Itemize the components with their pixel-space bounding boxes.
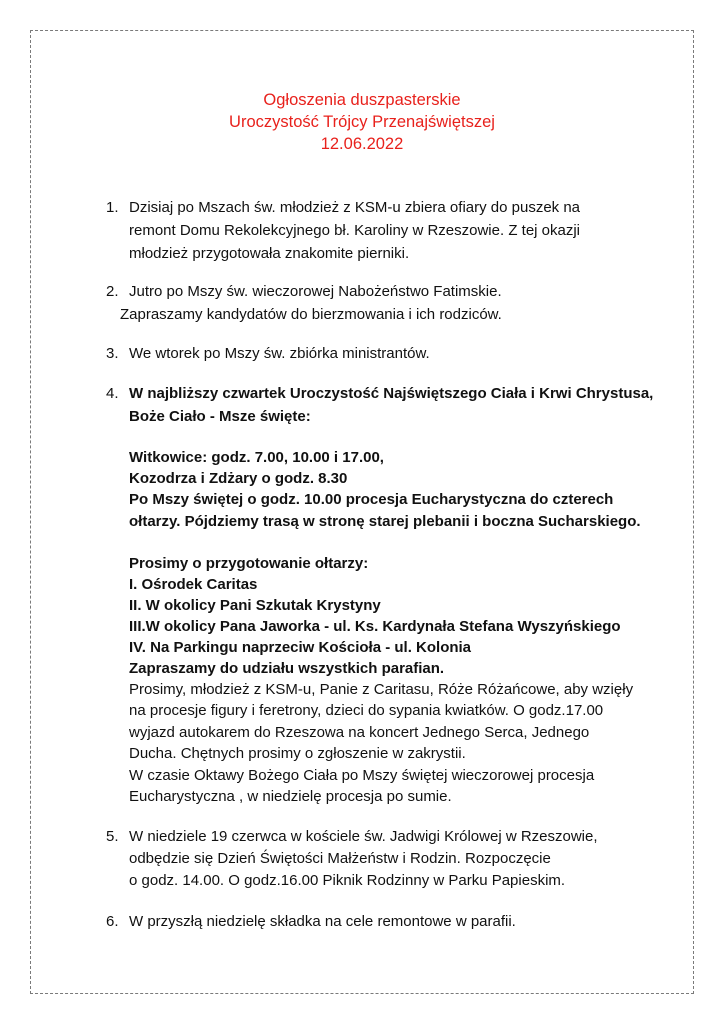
item-number: 3. (106, 345, 119, 362)
item-text: Prosimy, młodzież z KSM-u, Panie z Caritasu, Róże Różańcowe, aby wzięły (129, 681, 634, 698)
item-number: 4. (106, 385, 119, 402)
item-text-bold: Zapraszamy do udziału wszystkich parafian. (129, 660, 445, 677)
item-text-bold: Kozodrza i Zdżary o godz. 8.30 (129, 470, 348, 487)
item-text: remont Domu Rekolekcyjnego bł. Karoliny w Rzeszowie. Z tej okazji (129, 222, 581, 239)
item-text-bold: Witkowice: godz. 7.00, 10.00 i 17.00, (129, 449, 384, 466)
item-text: wyjazd autokarem do Rzeszowa na koncert Jednego Serca, Jednego (129, 724, 590, 741)
item-text: odbędzie się Dzień Świętości Małżeństw i Rodzin. Rozpoczęcie (129, 850, 551, 867)
item-text: W przyszłą niedzielę składka na cele remontowe w parafii. (129, 913, 516, 930)
item-text-bold: III.W okolicy Pana Jaworka - ul. Ks. Kardynała Stefana Wyszyńskiego (129, 618, 621, 635)
item-text-bold: IV. Na Parkingu naprzeciw Kościoła - ul. Kolonia (129, 639, 472, 656)
item-text-bold: Prosimy o przygotowanie ołtarzy: (129, 555, 369, 572)
item-text: Dzisiaj po Mszach św. młodzież z KSM-u zbiera ofiary do puszek na (129, 199, 581, 216)
item-text: We wtorek po Mszy św. zbiórka ministrantów. (129, 345, 430, 362)
item-text-bold: II. W okolicy Pani Szkutak Krystyny (129, 597, 381, 614)
item-text: Jutro po Mszy św. wieczorowej Nabożeństwo Fatimskie. (129, 283, 502, 300)
title-block (0, 89, 724, 155)
item-number: 2. (106, 283, 119, 300)
item-text: Ducha. Chętnych prosimy o zgłoszenie w zakrystii. (129, 745, 466, 762)
item-text: Eucharystyczna , w niedzielę procesja po sumie. (129, 788, 452, 805)
item-text-bold: I. Ośrodek Caritas (129, 576, 258, 593)
item-text-bold: Po Mszy świętej o godz. 10.00 procesja Eucharystyczna do czterech (129, 491, 614, 508)
item-number: 6. (106, 913, 119, 930)
title-line-2: Uroczystość Trójcy Przenajświętszej (229, 113, 495, 131)
item-text: o godz. 14.00. O godz.16.00 Piknik Rodzinny w Parku Papieskim. (129, 872, 566, 889)
item-text: W niedziele 19 czerwca w kościele św. Jadwigi Królowej w Rzeszowie, (129, 828, 598, 845)
title-line-1: Ogłoszenia duszpasterskie (263, 91, 461, 109)
item-text-bold: Boże Ciało - Msze święte: (129, 408, 311, 425)
item-text: W czasie Oktawy Bożego Ciała po Mszy świętej wieczorowej procesja (129, 767, 595, 784)
item-text-bold: W najbliższy czwartek Uroczystość Najświętszego Ciała i Krwi Chrystusa, (129, 385, 654, 402)
item-text: młodzież przygotowała znakomite pierniki. (129, 245, 410, 262)
title-date: 12.06.2022 (320, 135, 404, 153)
item-number: 1. (106, 199, 119, 216)
item-text: Zapraszamy kandydatów do bierzmowania i ich rodziców. (120, 306, 502, 323)
item-text-bold: ołtarzy. Pójdziemy trasą w stronę starej plebanii i boczna Sucharskiego. (129, 513, 641, 530)
item-number: 5. (106, 828, 119, 845)
item-text: na procesje figury i feretrony, dzieci do sypania kwiatków. O godz.17.00 (129, 702, 604, 719)
